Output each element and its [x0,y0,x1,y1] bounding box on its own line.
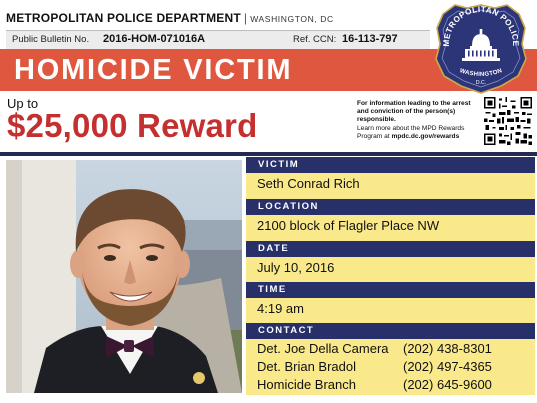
contact-phone[interactable]: (202) 438-8301 [403,341,492,356]
reward-prefix: Up to [7,96,39,111]
reward-info-line-1: For information leading to the arrest [357,100,471,107]
badge-top-text: METROPOLITAN POLICE [441,4,521,47]
department-city: WASHINGTON, DC [250,14,334,24]
time-value: 4:19 am [257,301,304,316]
police-badge-icon [435,4,527,94]
department-name: METROPOLITAN POLICE DEPARTMENT [6,11,241,25]
reward-info-line-3: responsible. [357,116,396,124]
rewards-url-link[interactable]: mpdc.dc.gov/rewards [391,132,460,140]
qr-code-icon[interactable] [484,97,532,145]
details-panel [246,157,535,395]
bulletin-number: 2016-HOM-071016A [103,33,206,45]
contact-row [257,359,527,374]
ccn-number: 16-113-797 [342,33,398,45]
ccn-label: Ref. CCN: [293,34,337,45]
contact-name: Det. Brian Bradol [257,359,356,374]
location-value: 2100 block of Flagler Place NW [257,218,440,233]
title-separator: | [243,11,248,25]
contact-phone[interactable]: (202) 645-9600 [403,377,492,392]
department-title [6,11,334,25]
contact-row [257,341,527,356]
headline: HOMICIDE VICTIM [14,54,293,86]
date-value: July 10, 2016 [257,260,335,275]
reward-info-line-4: Learn more about the MPD Rewards [357,124,465,132]
reward-amount: $25,000 Reward [7,107,258,144]
bulletin-number-label: Public Bulletin No. [12,34,90,45]
divider-rule [0,152,537,156]
victim-name: Seth Conrad Rich [257,176,360,191]
reward-info-line-5: Program at [357,132,392,140]
contact-name: Homicide Branch [257,377,356,392]
time-label: TIME [246,282,535,298]
reward-info [357,100,482,141]
badge-sub-text: D.C. [475,80,487,86]
date-label: DATE [246,241,535,257]
contact-name: Det. Joe Della Camera [257,341,389,356]
contact-phone[interactable]: (202) 497-4365 [403,359,492,374]
victim-photo [6,160,242,393]
contact-label: CONTACT [246,323,535,339]
badge-bottom-text: WASHINGTON [458,68,504,79]
contact-row [257,377,527,392]
bulletin-bar [6,30,430,50]
reward-info-line-2: and conviction of the person(s) [357,108,456,116]
location-label: LOCATION [246,199,535,215]
victim-label: VICTIM [246,157,535,173]
